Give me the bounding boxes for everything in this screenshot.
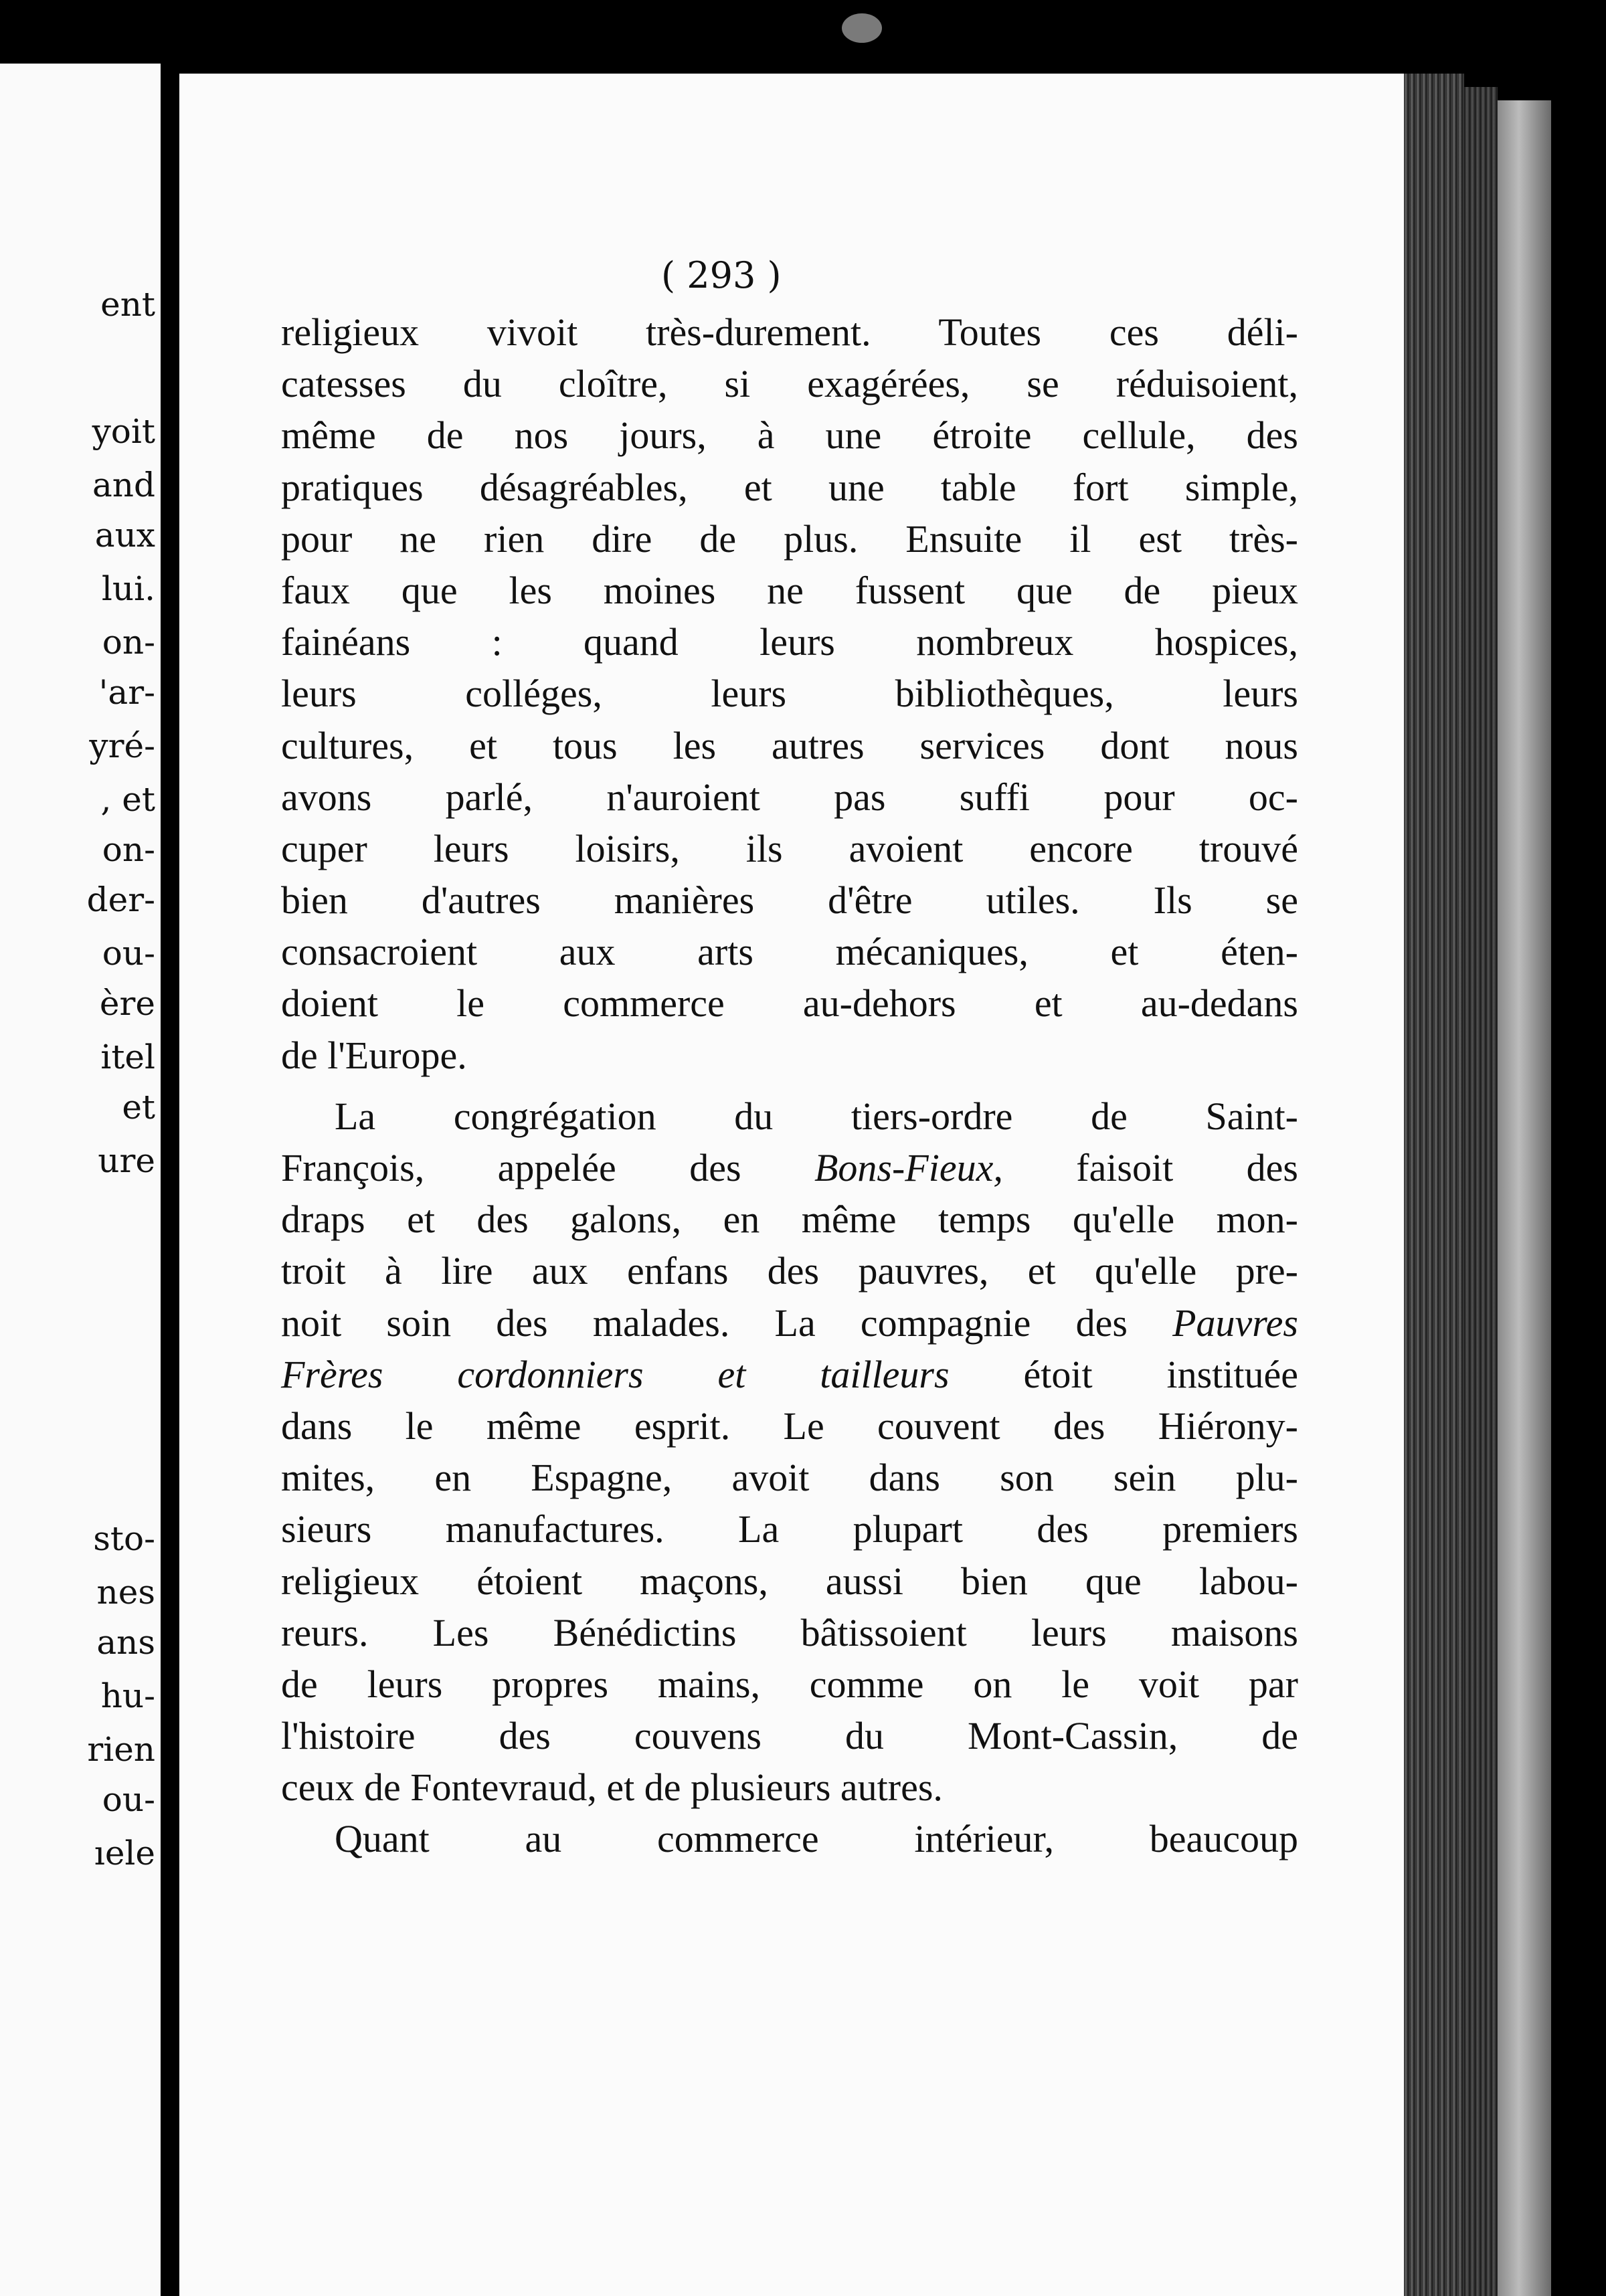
facing-page-text: ou- bbox=[102, 934, 155, 973]
facing-page-fragment bbox=[0, 64, 161, 2296]
facing-page-text: nes bbox=[96, 1573, 155, 1612]
text-line: pratiques désagréables, et une table fort simple, bbox=[281, 465, 1298, 509]
text-line: l'histoire des couvens du Mont-Cassin, de bbox=[281, 1714, 1298, 1758]
text-line: pour ne rien dire de plus. Ensuite il est très- bbox=[281, 516, 1298, 561]
text-line: bien d'autres manières d'être utiles. Ils se bbox=[281, 878, 1298, 923]
text-line: avons parlé, n'auroient pas suffi pour oc- bbox=[281, 775, 1298, 819]
facing-page-text: , et bbox=[100, 780, 155, 819]
text-line: mites, en Espagne, avoit dans son sein plu- bbox=[281, 1456, 1298, 1500]
book-cover-edge bbox=[1498, 100, 1551, 2296]
facing-page-text: ère bbox=[99, 984, 155, 1023]
facing-page-text: aux bbox=[94, 516, 155, 555]
text-line: de l'Europe. bbox=[281, 1033, 467, 1077]
page-fore-edge bbox=[1404, 74, 1464, 2296]
text-line: noit soin des malades. La compagnie des Pauvres bbox=[281, 1301, 1298, 1345]
facing-page-text: ans bbox=[96, 1623, 155, 1662]
text-line: sieurs manufactures. La plupart des premiers bbox=[281, 1507, 1298, 1551]
text-line: fainéans : quand leurs nombreux hospices, bbox=[281, 620, 1298, 664]
text-line: draps et des galons, en même temps qu'elle mon- bbox=[281, 1198, 1298, 1242]
text-line: leurs colléges, leurs bibliothèques, leurs bbox=[281, 672, 1298, 716]
text-line: même de nos jours, à une étroite cellule, des bbox=[281, 413, 1298, 458]
text-line: troit à lire aux enfans des pauvres, et qu'elle pre- bbox=[281, 1249, 1298, 1293]
text-line: catesses du cloître, si exagérées, se réduisoient, bbox=[281, 362, 1298, 406]
italic-title: Frères cordonniers et tailleurs bbox=[281, 1352, 950, 1396]
text-line: religieux étoient maçons, aussi bien que labou- bbox=[281, 1559, 1298, 1603]
facing-page-text: ou- bbox=[102, 1780, 155, 1819]
text-line: François, appelée des Bons-Fieux, faisoit des bbox=[281, 1146, 1298, 1189]
text-line: La congrégation du tiers-ordre de Saint- bbox=[335, 1094, 1298, 1138]
italic-title: Bons-Fieux, bbox=[814, 1146, 1003, 1189]
text-line: cuper leurs loisirs, ils avoient encore trouvé bbox=[281, 826, 1298, 870]
page-fore-edge bbox=[1464, 87, 1498, 2296]
facing-page-text: ent bbox=[100, 285, 155, 324]
facing-page-text: and bbox=[92, 466, 155, 504]
facing-page-text: ıele bbox=[94, 1834, 155, 1873]
gutter bbox=[161, 64, 179, 2296]
text-line: Frères cordonniers et tailleurs étoit instituée bbox=[281, 1352, 1298, 1396]
text-line: ceux de Fontevraud, et de plusieurs autres. bbox=[281, 1765, 943, 1810]
text-line: religieux vivoit très-durement. Toutes ces déli- bbox=[281, 310, 1298, 354]
facing-page-text: lui. bbox=[101, 569, 155, 608]
text-line: cultures, et tous les autres services dont nous bbox=[281, 723, 1298, 767]
facing-page-text: yoit bbox=[92, 412, 155, 451]
facing-page-text: itel bbox=[100, 1038, 155, 1076]
facing-page-text: sto- bbox=[93, 1519, 155, 1558]
text-line: consacroient aux arts mécaniques, et éten- bbox=[281, 930, 1298, 974]
facing-page-text: et bbox=[122, 1088, 155, 1127]
body-text bbox=[281, 306, 1298, 1865]
text-line: faux que les moines ne fussent que de pieux bbox=[281, 568, 1298, 612]
facing-page-text: yré- bbox=[89, 727, 155, 765]
facing-page-text: hu- bbox=[100, 1677, 155, 1715]
text-line: doient le commerce au-dehors et au-dedans bbox=[281, 981, 1298, 1026]
facing-page-text: on- bbox=[102, 623, 155, 662]
facing-page-text: der- bbox=[86, 880, 155, 919]
text-line: de leurs propres mains, comme on le voit par bbox=[281, 1662, 1298, 1706]
text-line: reurs. Les Bénédictins bâtissoient leurs maisons bbox=[281, 1610, 1298, 1654]
binding-mark bbox=[842, 13, 882, 43]
facing-page-text: ure bbox=[98, 1141, 155, 1180]
facing-page-text: 'ar- bbox=[98, 673, 155, 712]
facing-page-text: rien bbox=[87, 1730, 155, 1769]
text-line: dans le même esprit. Le couvent des Hiérony- bbox=[281, 1404, 1298, 1448]
facing-page-text: on- bbox=[102, 830, 155, 869]
italic-title: Pauvres bbox=[1172, 1301, 1298, 1345]
page-number: ( 293 ) bbox=[661, 254, 782, 296]
book-page bbox=[179, 74, 1417, 2296]
text-line: Quant au commerce intérieur, beaucoup bbox=[335, 1817, 1298, 1861]
